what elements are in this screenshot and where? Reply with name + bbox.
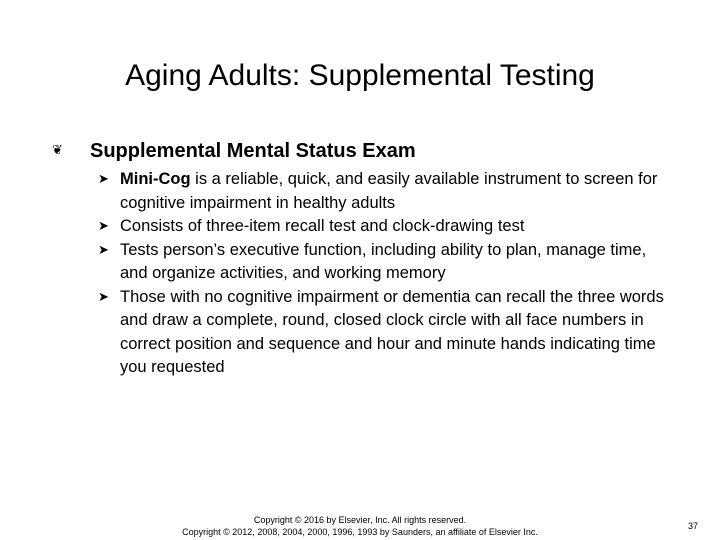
copyright-line-2: Copyright © 2012, 2008, 2004, 2000, 1996, 1993 by Saunders, an affiliate of Elsevier Inc. <box>182 527 538 537</box>
bullet-text: is a reliable, quick, and easily available instrument to screen for cognitive impairment in healthy adults <box>120 170 658 212</box>
list-item <box>98 215 668 239</box>
bullet-text: Consists of three-item recall test and clock-drawing test <box>120 217 525 235</box>
list-item <box>98 239 668 286</box>
arrowhead-bullet-icon: ➤ <box>98 172 109 187</box>
bullet-text: Those with no cognitive impairment or dementia can recall the three words and draw a complete, round, closed clock circle with all face numbers in correct position and sequence and hour and minute hands indicating time you requested <box>120 287 664 376</box>
bullet-bold-term: Mini-Cog <box>120 170 191 188</box>
page-number: 37 <box>688 521 699 531</box>
section-heading: Supplemental Mental Status Exam <box>90 140 416 162</box>
arrowhead-bullet-icon: ➤ <box>98 289 109 305</box>
arrowhead-bullet-icon: ➤ <box>98 219 109 234</box>
copyright-line-1: Copyright © 2016 by Elsevier, Inc. All rights reserved. <box>253 515 467 525</box>
arrowhead-bullet-icon: ➤ <box>98 242 109 258</box>
list-item <box>98 168 668 215</box>
flourish-bullet-icon: ❦ <box>52 143 63 158</box>
list-item <box>98 286 668 380</box>
bullet-text: Tests person’s executive function, including ability to plan, manage time, and organize activities, and working memory <box>120 240 647 282</box>
slide-title: Aging Adults: Supplemental Testing <box>125 59 595 92</box>
copyright-footer <box>150 514 570 538</box>
bullet-list <box>98 168 668 380</box>
